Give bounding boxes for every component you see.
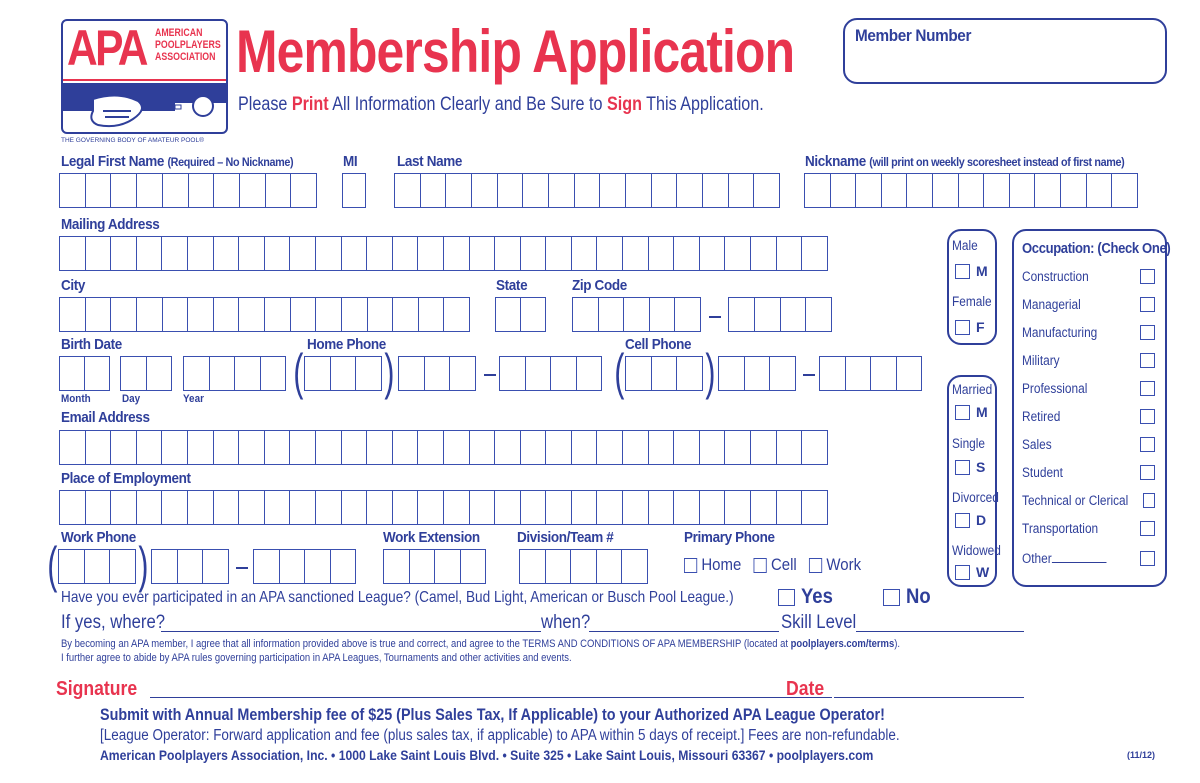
- nickname-label: Nickname (will print on weekly scoresheet instead of first name): [805, 153, 1125, 170]
- home-phone-prefix-input[interactable]: [398, 356, 476, 391]
- birth-day-input[interactable]: [120, 356, 172, 391]
- occupation-panel: [1012, 229, 1171, 587]
- league-yes-option[interactable]: Yes: [778, 585, 837, 609]
- occupation-other[interactable]: Other: [1022, 551, 1155, 566]
- gender-panel: [947, 229, 997, 345]
- checkbox[interactable]: [955, 460, 970, 475]
- home-area-open-paren: (: [293, 344, 304, 400]
- checkbox[interactable]: [883, 589, 900, 606]
- month-label: Month: [61, 393, 91, 405]
- first-name-input[interactable]: [59, 173, 317, 208]
- city-input[interactable]: [59, 297, 470, 332]
- home-area-close-paren: ): [384, 344, 395, 400]
- mi-label: MI: [343, 153, 358, 170]
- occupation-managerial[interactable]: Managerial: [1022, 297, 1155, 312]
- state-label: State: [496, 277, 528, 294]
- where-label: If yes, where?: [61, 612, 166, 633]
- zip-plus4-input[interactable]: [728, 297, 832, 332]
- marital-divorced-option[interactable]: D: [955, 512, 986, 528]
- checkbox[interactable]: [1140, 521, 1155, 536]
- checkbox[interactable]: [1140, 465, 1155, 480]
- league-question: Have you ever participated in an APA sanctioned League? (Camel, Bud Light, American or Busch Pool League.): [61, 589, 734, 606]
- terms-link[interactable]: poolplayers.com/terms: [790, 638, 895, 650]
- mailing-address-label: Mailing Address: [61, 216, 160, 233]
- marital-married-label: Married: [952, 382, 993, 397]
- marital-widowed-label: Widowed: [952, 543, 1001, 558]
- checkbox[interactable]: [1143, 493, 1155, 508]
- date-input[interactable]: [834, 678, 1024, 698]
- checkbox[interactable]: [955, 565, 970, 580]
- checkbox[interactable]: [955, 320, 970, 335]
- mi-input[interactable]: [342, 173, 366, 208]
- primary-phone-cell[interactable]: Cell: [754, 555, 797, 575]
- work-phone-prefix-input[interactable]: [151, 549, 229, 584]
- checkbox[interactable]: [1140, 269, 1155, 284]
- occupation-manufacturing[interactable]: Manufacturing: [1022, 325, 1155, 340]
- occupation-construction[interactable]: Construction: [1022, 269, 1155, 284]
- form-version: (11/12): [1127, 750, 1156, 760]
- work-area-open-paren: (: [47, 537, 58, 593]
- primary-phone-options: [684, 555, 861, 575]
- marital-widowed-option[interactable]: W: [955, 564, 989, 580]
- checkbox[interactable]: [1140, 381, 1155, 396]
- occupation-professional[interactable]: Professional: [1022, 381, 1155, 396]
- home-phone-dash: [484, 374, 496, 376]
- work-phone-line-input[interactable]: [253, 549, 356, 584]
- occupation-student[interactable]: Student: [1022, 465, 1155, 480]
- marital-single-label: Single: [952, 436, 986, 451]
- skill-level-label: Skill Level: [781, 612, 857, 633]
- zip-input[interactable]: [572, 297, 701, 332]
- work-area-close-paren: ): [138, 537, 149, 593]
- apa-logo: [61, 19, 228, 134]
- city-label: City: [61, 277, 86, 294]
- employment-input[interactable]: [59, 490, 828, 525]
- logo-letters: APA: [67, 20, 146, 76]
- employment-label: Place of Employment: [61, 470, 191, 487]
- mailing-address-input[interactable]: [59, 236, 828, 271]
- other-occupation-line[interactable]: [1052, 562, 1107, 563]
- marital-status-panel: [947, 375, 1001, 587]
- cell-phone-prefix-input[interactable]: [718, 356, 796, 391]
- last-name-label: Last Name: [397, 153, 463, 170]
- when-label: when?: [541, 612, 591, 633]
- checkbox[interactable]: [955, 405, 970, 420]
- submit-instructions: Submit with Annual Membership fee of $25 (Plus Sales Tax, If Applicable) to your Authorized APA League Operator!: [100, 706, 885, 724]
- marital-married-option[interactable]: M: [955, 404, 988, 420]
- cell-area-close-paren: ): [705, 344, 716, 400]
- birth-month-input[interactable]: [59, 356, 110, 391]
- logo-org-name: AMERICAN POOLPLAYERS ASSOCIATION: [155, 27, 221, 63]
- gender-female-label: Female: [952, 294, 992, 309]
- work-phone-area-input[interactable]: [58, 549, 136, 584]
- first-name-label: Legal First Name (Required – No Nickname): [61, 153, 294, 170]
- checkbox[interactable]: [1140, 551, 1155, 566]
- zip-dash: [709, 316, 721, 318]
- nickname-input[interactable]: [804, 173, 1138, 208]
- marital-single-option[interactable]: S: [955, 459, 985, 475]
- where-input[interactable]: [161, 612, 541, 632]
- checkbox[interactable]: [778, 589, 795, 606]
- cell-phone-area-input[interactable]: [625, 356, 703, 391]
- occupation-sales[interactable]: Sales: [1022, 437, 1155, 452]
- home-phone-label: Home Phone: [307, 336, 386, 353]
- cue-hand-icon: [63, 81, 228, 134]
- when-input[interactable]: [589, 612, 779, 632]
- division-team-label: Division/Team #: [517, 529, 614, 546]
- skill-level-input[interactable]: [856, 612, 1024, 632]
- checkbox[interactable]: [1140, 409, 1155, 424]
- occupation-transportation[interactable]: Transportation: [1022, 521, 1155, 536]
- checkbox[interactable]: [955, 264, 970, 279]
- checkbox[interactable]: [684, 558, 697, 573]
- home-phone-line-input[interactable]: [499, 356, 602, 391]
- checkbox[interactable]: [1140, 353, 1155, 368]
- last-name-input[interactable]: [394, 173, 780, 208]
- signature-label: Signature: [56, 678, 138, 700]
- occupation-title: Occupation: (Check One): [1022, 241, 1171, 257]
- state-input[interactable]: [495, 297, 546, 332]
- work-phone-dash: [236, 567, 248, 569]
- occupation-technical-clerical[interactable]: Technical or Clerical: [1022, 493, 1155, 508]
- work-extension-label: Work Extension: [383, 529, 480, 546]
- birth-date-label: Birth Date: [61, 336, 122, 353]
- marital-divorced-label: Divorced: [952, 490, 999, 505]
- work-phone-label: Work Phone: [61, 529, 136, 546]
- logo-tagline: THE GOVERNING BODY OF AMATEUR POOL®: [61, 137, 204, 144]
- gender-female-option[interactable]: F: [955, 319, 985, 335]
- operator-note: [League Operator: Forward application and fee (plus sales tax, if applicable) to APA within 5 days of receipt.] Fees are non-refundable.: [100, 727, 900, 744]
- day-label: Day: [122, 393, 141, 405]
- footer-address: American Poolplayers Association, Inc. • 1000 Lake Saint Louis Blvd. • Suite 325 • Lake Saint Louis, Missouri 63367 • poolplayers.com: [100, 747, 874, 763]
- checkbox[interactable]: [1140, 325, 1155, 340]
- work-extension-input[interactable]: [383, 549, 486, 584]
- cell-area-open-paren: (: [614, 344, 625, 400]
- checkbox[interactable]: [1140, 297, 1155, 312]
- league-no-option[interactable]: No: [883, 585, 934, 609]
- zip-label: Zip Code: [572, 277, 627, 294]
- checkbox[interactable]: [809, 558, 822, 573]
- cell-phone-line-input[interactable]: [819, 356, 922, 391]
- year-label: Year: [183, 393, 204, 405]
- member-number-box[interactable]: [843, 18, 1167, 84]
- birth-year-input[interactable]: [183, 356, 286, 391]
- email-input[interactable]: [59, 430, 828, 465]
- cell-phone-dash: [803, 374, 815, 376]
- date-label: Date: [786, 678, 825, 700]
- member-number-label: Member Number: [855, 26, 972, 45]
- primary-phone-work[interactable]: Work: [809, 555, 861, 575]
- home-phone-area-input[interactable]: [304, 356, 382, 391]
- signature-input[interactable]: [150, 678, 832, 698]
- signature-row: [56, 678, 1026, 704]
- cell-phone-label: Cell Phone: [625, 336, 692, 353]
- occupation-retired[interactable]: Retired: [1022, 409, 1155, 424]
- gender-male-option[interactable]: M: [955, 263, 988, 279]
- agreement-text: By becoming an APA member, I agree that all information provided above is true and correct, and agree to the TERMS AND CONDITIONS OF APA MEMBERSHIP (located at poolplayers.com/terms). I further agree to abide by APA rules governing participation in APA Leagues, Tournaments and other activities and events.: [61, 638, 901, 664]
- checkbox[interactable]: [955, 513, 970, 528]
- instruction-text: Please Print All Information Clearly and Be Sure to Sign This Application.: [238, 94, 764, 115]
- division-team-input[interactable]: [519, 549, 648, 584]
- email-label: Email Address: [61, 409, 150, 426]
- primary-phone-label: Primary Phone: [684, 529, 775, 546]
- occupation-military[interactable]: Military: [1022, 353, 1155, 368]
- primary-phone-home[interactable]: Home: [684, 555, 741, 575]
- checkbox[interactable]: [754, 558, 767, 573]
- checkbox[interactable]: [1140, 437, 1155, 452]
- page-title: Membership Application: [236, 18, 795, 85]
- gender-male-label: Male: [952, 238, 978, 253]
